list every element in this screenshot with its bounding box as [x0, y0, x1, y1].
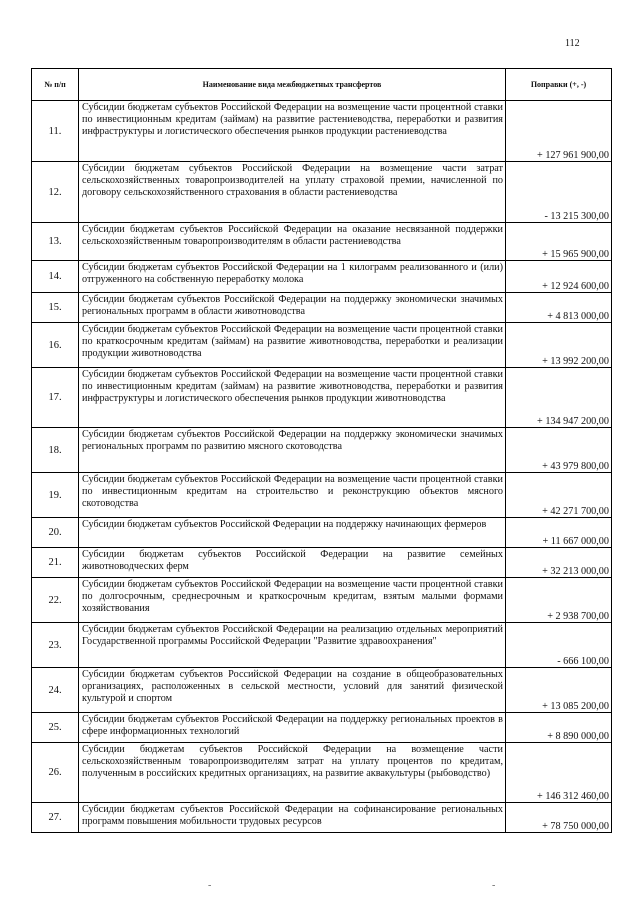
row-amount: + 146 312 460,00	[506, 743, 612, 803]
row-amount: + 12 924 600,00	[506, 261, 612, 293]
table-header-row	[32, 69, 612, 101]
table-row	[32, 101, 612, 162]
table-row	[32, 428, 612, 473]
row-description: Субсидии бюджетам субъектов Российской Федерации на оказание несвязанной поддержки сельскохозяйственным товаропроизводителям в области растениеводства	[79, 223, 506, 261]
table-row	[32, 803, 612, 833]
row-description: Субсидии бюджетам субъектов Российской Федерации на реализацию отдельных мероприятий Государственной программы Российской Федерации "Развитие здравоохранения"	[79, 623, 506, 668]
table-row	[32, 578, 612, 623]
row-number: 11.	[32, 101, 79, 162]
row-amount: + 2 938 700,00	[506, 578, 612, 623]
row-amount: + 8 890 000,00	[506, 713, 612, 743]
row-description: Субсидии бюджетам субъектов Российской Федерации на возмещение части процентной ставки по долгосрочным, среднесрочным и краткосрочным кредитам, взятым малыми формами хозяйствования	[79, 578, 506, 623]
table-row	[32, 223, 612, 261]
table-row	[32, 261, 612, 293]
row-amount: + 134 947 200,00	[506, 368, 612, 428]
row-number: 27.	[32, 803, 79, 833]
row-number: 17.	[32, 368, 79, 428]
row-amount: + 32 213 000,00	[506, 548, 612, 578]
row-number: 23.	[32, 623, 79, 668]
row-amount: + 78 750 000,00	[506, 803, 612, 833]
row-number: 14.	[32, 261, 79, 293]
row-number: 21.	[32, 548, 79, 578]
row-description: Субсидии бюджетам субъектов Российской Федерации на поддержку экономически значимых региональных программ по развитию мясного скотоводства	[79, 428, 506, 473]
row-number: 26.	[32, 743, 79, 803]
row-description: Субсидии бюджетам субъектов Российской Федерации на поддержку региональных проектов в сфере информационных технологий	[79, 713, 506, 743]
row-number: 12.	[32, 162, 79, 223]
row-description: Субсидии бюджетам субъектов Российской Федерации на поддержку экономически значимых региональных программ в области животноводства	[79, 293, 506, 323]
row-number: 22.	[32, 578, 79, 623]
transfers-table	[31, 68, 612, 833]
table-row	[32, 548, 612, 578]
row-description: Субсидии бюджетам субъектов Российской Федерации на 1 килограмм реализованного и (или) отгруженного на собственную переработку молока	[79, 261, 506, 293]
row-amount: + 11 667 000,00	[506, 518, 612, 548]
row-description: Субсидии бюджетам субъектов Российской Федерации на поддержку начинающих фермеров	[79, 518, 506, 548]
row-amount: + 13 085 200,00	[506, 668, 612, 713]
row-description: Субсидии бюджетам субъектов Российской Федерации на возмещение части процентной ставки по краткосрочным кредитам (займам) на развитие животноводства, переработки и реализации продукции животноводства	[79, 323, 506, 368]
row-description: Субсидии бюджетам субъектов Российской Федерации на возмещение части сельскохозяйственным товаропроизводителям затрат на уплату процентов по кредитам, полученным в российских кредитных организациях, на развитие аквакультуры (рыбоводство)	[79, 743, 506, 803]
scan-mark-left: -	[208, 880, 212, 891]
row-amount: + 15 965 900,00	[506, 223, 612, 261]
row-description: Субсидии бюджетам субъектов Российской Федерации на возмещение части процентной ставки по инвестиционным кредитам на строительство и реконструкцию объектов мясного скотоводства	[79, 473, 506, 518]
table-row	[32, 293, 612, 323]
table-row	[32, 713, 612, 743]
table-row	[32, 368, 612, 428]
row-number: 25.	[32, 713, 79, 743]
row-description: Субсидии бюджетам субъектов Российской Федерации на создание в общеобразовательных организациях, расположенных в сельской местности, условий для занятий физической культурой и спортом	[79, 668, 506, 713]
row-number: 13.	[32, 223, 79, 261]
row-description: Субсидии бюджетам субъектов Российской Федерации на возмещение части процентной ставки по инвестиционным кредитам (займам) на развитие животноводства, переработки и развития инфраструктуры и логистического обеспечения рынков продукции животноводства	[79, 368, 506, 428]
page-number: 112	[565, 38, 580, 49]
row-number: 19.	[32, 473, 79, 518]
row-number: 16.	[32, 323, 79, 368]
header-name: Наименование вида межбюджетных трансфертов	[79, 69, 506, 101]
row-description: Субсидии бюджетам субъектов Российской Федерации на софинансирование региональных программ повышения мобильности трудовых ресурсов	[79, 803, 506, 833]
table-row	[32, 518, 612, 548]
row-amount: - 666 100,00	[506, 623, 612, 668]
header-amount: Поправки (+, -)	[506, 69, 612, 101]
row-amount: + 127 961 900,00	[506, 101, 612, 162]
table-row	[32, 743, 612, 803]
row-number: 15.	[32, 293, 79, 323]
row-amount: + 42 271 700,00	[506, 473, 612, 518]
row-description: Субсидии бюджетам субъектов Российской Федерации на возмещение части процентной ставки по инвестиционным кредитам (займам) на развитие растениеводства, переработки и развития инфраструктуры и логистического обеспечения рынков продукции растениеводства	[79, 101, 506, 162]
header-num: № п/п	[32, 69, 79, 101]
row-amount: + 4 813 000,00	[506, 293, 612, 323]
row-description: Субсидии бюджетам субъектов Российской Федерации на развитие семейных животноводческих ферм	[79, 548, 506, 578]
row-number: 18.	[32, 428, 79, 473]
row-number: 20.	[32, 518, 79, 548]
row-description: Субсидии бюджетам субъектов Российской Федерации на возмещение части затрат сельскохозяйственных товаропроизводителей на уплату страховой премии, начисленной по договору сельскохозяйственного страхования в области растениеводства	[79, 162, 506, 223]
row-number: 24.	[32, 668, 79, 713]
row-amount: + 13 992 200,00	[506, 323, 612, 368]
row-amount: - 13 215 300,00	[506, 162, 612, 223]
scan-mark-right: -	[492, 880, 496, 891]
table-row	[32, 668, 612, 713]
table-row	[32, 323, 612, 368]
table-row	[32, 623, 612, 668]
row-amount: + 43 979 800,00	[506, 428, 612, 473]
table-row	[32, 473, 612, 518]
table-row	[32, 162, 612, 223]
